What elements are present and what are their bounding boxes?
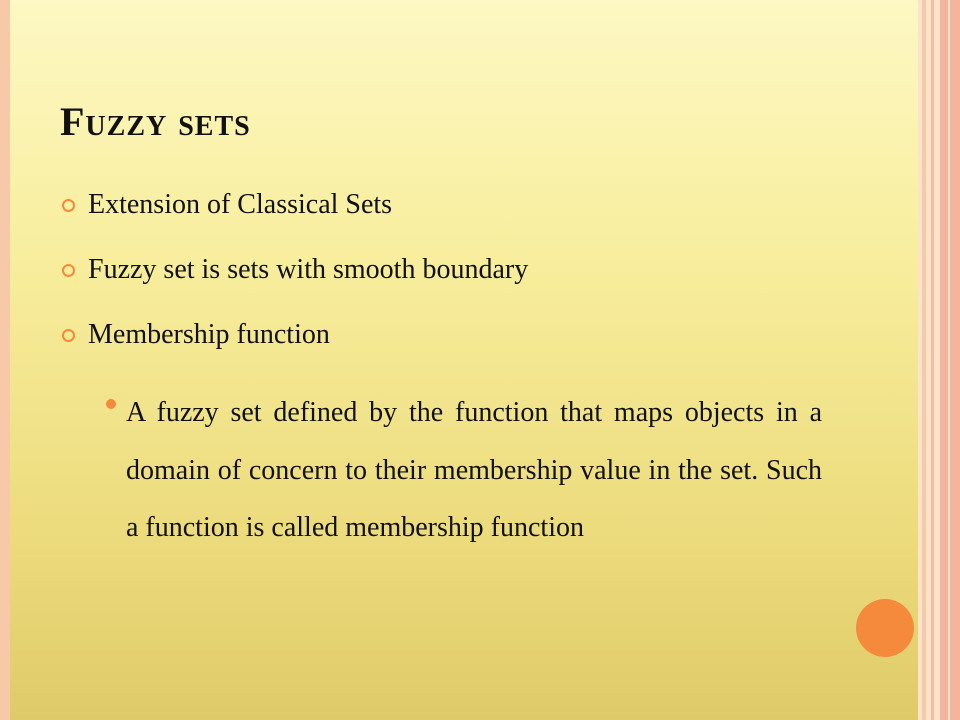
hollow-circle-bullet-icon <box>62 199 75 212</box>
bullet-item <box>60 316 830 381</box>
right-stripe-decoration <box>948 0 950 720</box>
hollow-circle-bullet-icon <box>62 329 75 342</box>
right-stripe-decoration <box>940 0 960 720</box>
bullet-text: Fuzzy set is sets with smooth boundary <box>88 254 529 285</box>
slide-title: Fuzzy sets <box>60 99 251 144</box>
right-stripe-decoration <box>922 0 926 720</box>
left-border-decoration <box>0 0 10 720</box>
bullet-item <box>60 251 830 316</box>
bullet-list <box>60 186 830 381</box>
bullet-text: Extension of Classical Sets <box>88 189 393 220</box>
orange-circle-decoration <box>856 599 914 657</box>
hollow-circle-bullet-icon <box>62 264 75 277</box>
bullet-text: Membership function <box>88 319 330 350</box>
right-stripe-decoration <box>931 0 934 720</box>
bullet-item <box>60 186 830 251</box>
filled-circle-bullet-icon <box>106 399 116 409</box>
sub-bullet-text: A fuzzy set defined by the function that maps objects in a domain of concern to their membership value in the set. Such a function is called membership function <box>126 397 822 543</box>
